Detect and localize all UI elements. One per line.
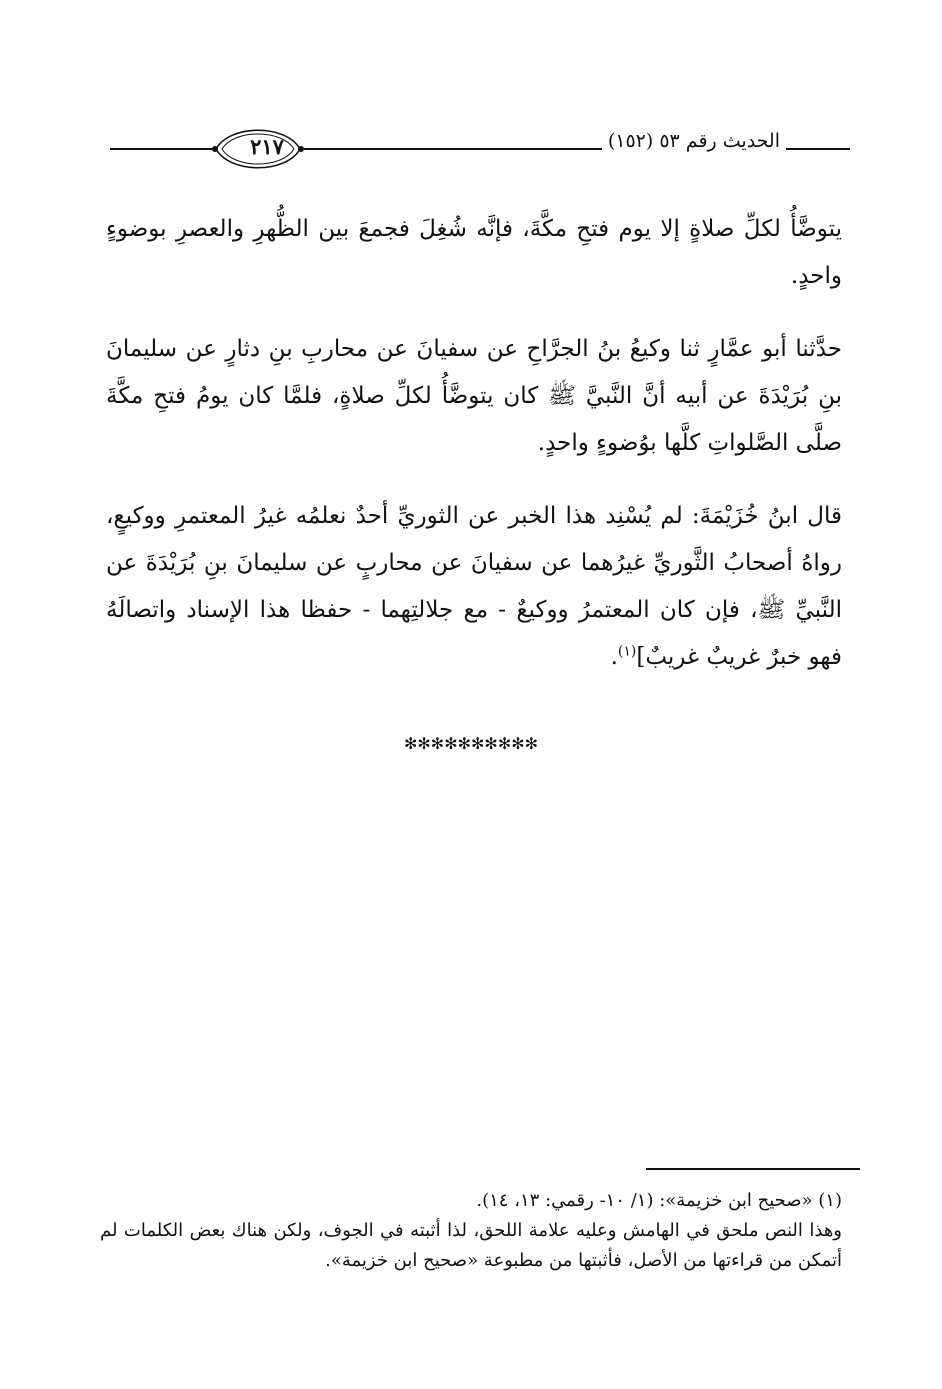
paragraph-text: قال ابنُ خُزَيْمَةَ: لم يُسْنِد هذا الخبر عن الثوريِّ أحدٌ نعلمُه غيرُ المعتمرِ ووكيعٍ، رواهُ أصحابُ الثَّوريِّ غيرُهما عن سفيانَ عن محاربٍ عن سليمانَ بنِ بُرَيْدَةَ عن النَّبيِّ ﷺ، فإن كان المعتمرُ ووكيعٌ - مع جلالتِهما - حفظا هذا الإسناد واتصالَهُ فهو خبرٌ غريبٌ غريبٌ] bbox=[106, 503, 842, 670]
footnote: (١) «صحيح ابن خزيمة»: (١/ ١٠- رقمي: ١٣، ١٤). bbox=[476, 1190, 842, 1211]
main-text bbox=[106, 206, 842, 681]
paragraph-end: . bbox=[610, 644, 618, 670]
footnote-note: وهذا النص ملحق في الهامش وعليه علامة اللحق، لذا أثبته في الجوف، ولكن هناك بعض الكلمات لم أتمكن من قراءتها من الأصل، فأثبتها من مطبوعة «صحيح ابن خزيمة». bbox=[100, 1220, 842, 1271]
footnotes bbox=[100, 1186, 842, 1276]
paragraph bbox=[106, 493, 842, 681]
footnote-divider bbox=[646, 1168, 860, 1170]
running-header bbox=[108, 118, 850, 178]
header-title: الحديث رقم ٥٣ (١٥٢) bbox=[602, 130, 786, 152]
page-number: ٢١٧ bbox=[250, 134, 284, 159]
footnote-reference: (١) bbox=[617, 643, 637, 660]
section-separator: ✻✻✻✻✻✻✻✻✻✻ bbox=[403, 734, 539, 753]
paragraph: حدَّثنا أبو عمَّارٍ ثنا وكيعُ بنُ الجرَّاحِ عن سفيانَ عن محاربِ بنِ دثارٍ عن سليمانَ بنِ بُرَيْدَةَ عن أبيه أنَّ النَّبيَّ ﷺ كان يتوضَّأُ لكلِّ صلاةٍ، فلمَّا كان يومُ فتحِ مكَّةَ صلَّى الصَّلواتِ كلَّها بوُضوءٍ واحدٍ. bbox=[106, 336, 842, 456]
paragraph: يتوضَّأُ لكلِّ صلاةٍ إلا يوم فتحِ مكَّةَ، فإنَّه شُغِلَ فجمعَ بين الظُّهرِ والعصرِ بوضوءٍ واحدٍ. bbox=[106, 216, 842, 289]
